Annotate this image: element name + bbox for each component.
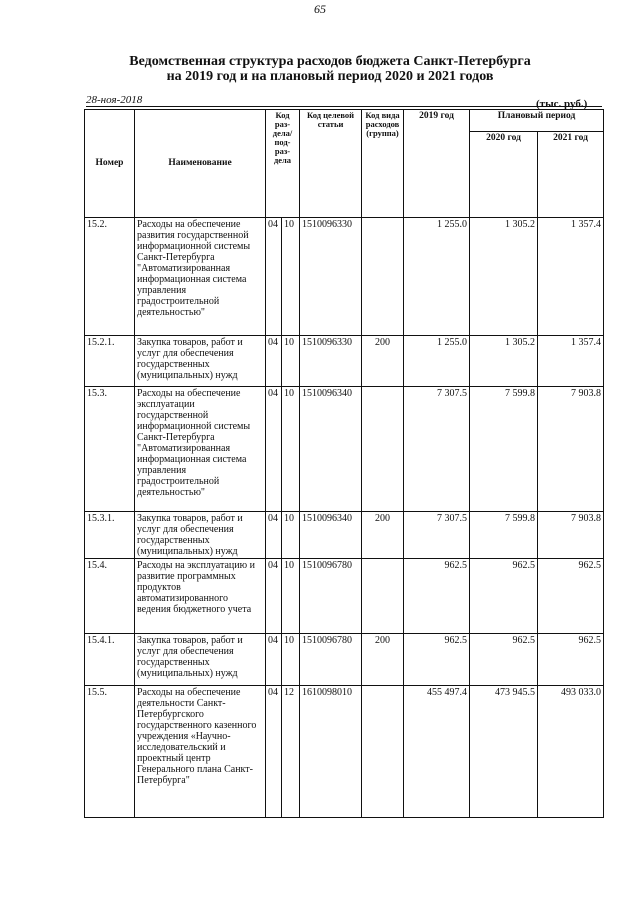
- row-razdel: 04: [266, 512, 282, 559]
- row-2020: 473 945.5: [470, 686, 538, 818]
- header-name: Наименование: [135, 110, 266, 218]
- table-row: [85, 559, 604, 634]
- row-2019: 1 255.0: [404, 218, 470, 336]
- header-vid: Код вида расходов (группа): [362, 110, 404, 218]
- row-celevaya: 1510096330: [300, 218, 362, 336]
- row-2021: 1 357.4: [538, 218, 604, 336]
- row-name: Закупка товаров, работ и услуг для обеспечения государственных (муниципальных) нужд: [135, 512, 266, 559]
- document-date: 28-ноя-2018: [86, 94, 143, 106]
- row-number: 15.3.: [85, 387, 135, 512]
- row-name: Закупка товаров, работ и услуг для обеспечения государственных (муниципальных) нужд: [135, 336, 266, 387]
- row-vid: [362, 387, 404, 512]
- row-vid: [362, 218, 404, 336]
- row-vid: 200: [362, 336, 404, 387]
- table-header: [85, 110, 604, 218]
- document-title: [60, 54, 600, 84]
- row-razdel: 04: [266, 686, 282, 818]
- row-2021: 962.5: [538, 634, 604, 686]
- row-razdel: 04: [266, 634, 282, 686]
- row-razdel: 04: [266, 387, 282, 512]
- header-2020: 2020 год: [470, 132, 538, 218]
- table-row: [85, 686, 604, 818]
- row-razdel: 04: [266, 559, 282, 634]
- row-2021: 493 033.0: [538, 686, 604, 818]
- row-2019: 7 307.5: [404, 512, 470, 559]
- row-vid: 200: [362, 634, 404, 686]
- row-2021: 7 903.8: [538, 512, 604, 559]
- row-number: 15.3.1.: [85, 512, 135, 559]
- row-podrazdel: 10: [282, 559, 300, 634]
- header-celevoi: Код целевой статьи: [300, 110, 362, 218]
- row-2020: 7 599.8: [470, 512, 538, 559]
- row-2019: 455 497.4: [404, 686, 470, 818]
- unit-label: (тыс. руб.): [536, 98, 588, 110]
- table-row: [85, 387, 604, 512]
- row-2019: 962.5: [404, 559, 470, 634]
- header-2021: 2021 год: [538, 132, 604, 218]
- table-row: [85, 218, 604, 336]
- table-row: [85, 336, 604, 387]
- row-celevaya: 1510096780: [300, 559, 362, 634]
- page-number: 65: [314, 2, 326, 16]
- row-2021: 962.5: [538, 559, 604, 634]
- row-podrazdel: 10: [282, 336, 300, 387]
- row-vid: [362, 559, 404, 634]
- header-razdel: Код раз-дела/ под-раз-дела: [266, 110, 300, 218]
- row-2020: 1 305.2: [470, 218, 538, 336]
- row-celevaya: 1510096330: [300, 336, 362, 387]
- row-name: Расходы на обеспечение деятельности Санкт-Петербургского государственного казенного учреждения «Научно-исследовательский и проектный центр Генерального плана Санкт-Петербурга": [135, 686, 266, 818]
- row-number: 15.5.: [85, 686, 135, 818]
- row-name: Закупка товаров, работ и услуг для обеспечения государственных (муниципальных) нужд: [135, 634, 266, 686]
- row-number: 15.4.: [85, 559, 135, 634]
- row-podrazdel: 10: [282, 218, 300, 336]
- expenditure-table: [84, 109, 604, 818]
- row-razdel: 04: [266, 218, 282, 336]
- row-2020: 7 599.8: [470, 387, 538, 512]
- table-row: [85, 512, 604, 559]
- row-2020: 962.5: [470, 634, 538, 686]
- row-2021: 7 903.8: [538, 387, 604, 512]
- title-line-2: на 2019 год и на плановый период 2020 и 2021 годов: [166, 69, 494, 84]
- row-number: 15.4.1.: [85, 634, 135, 686]
- row-podrazdel: 10: [282, 387, 300, 512]
- header-rule: [86, 106, 602, 107]
- row-podrazdel: 10: [282, 634, 300, 686]
- row-vid: 200: [362, 512, 404, 559]
- row-vid: [362, 686, 404, 818]
- row-celevaya: 1510096780: [300, 634, 362, 686]
- row-celevaya: 1510096340: [300, 387, 362, 512]
- row-name: Расходы на обеспечение эксплуатации государственной информационной системы Санкт-Петербурга "Автоматизированная информационная система управления градостроительной деятельностью": [135, 387, 266, 512]
- table-body: [85, 218, 604, 818]
- row-2019: 1 255.0: [404, 336, 470, 387]
- row-2021: 1 357.4: [538, 336, 604, 387]
- header-plan-period: Плановый период: [470, 110, 604, 132]
- row-2020: 1 305.2: [470, 336, 538, 387]
- row-number: 15.2.: [85, 218, 135, 336]
- row-podrazdel: 10: [282, 512, 300, 559]
- row-name: Расходы на обеспечение развития государственной информационной системы Санкт-Петербурга "Автоматизированная информационная система управления градостроительной деятельностью": [135, 218, 266, 336]
- header-nomer: Номер: [85, 110, 135, 218]
- row-celevaya: 1610098010: [300, 686, 362, 818]
- row-2019: 962.5: [404, 634, 470, 686]
- header-2019: 2019 год: [404, 110, 470, 218]
- row-podrazdel: 12: [282, 686, 300, 818]
- row-2019: 7 307.5: [404, 387, 470, 512]
- row-name: Расходы на эксплуатацию и развитие программных продуктов автоматизированного ведения бюджетного учета: [135, 559, 266, 634]
- title-line-1: Ведомственная структура расходов бюджета Санкт-Петербурга: [129, 54, 531, 69]
- table-row: [85, 634, 604, 686]
- row-number: 15.2.1.: [85, 336, 135, 387]
- row-razdel: 04: [266, 336, 282, 387]
- row-2020: 962.5: [470, 559, 538, 634]
- row-celevaya: 1510096340: [300, 512, 362, 559]
